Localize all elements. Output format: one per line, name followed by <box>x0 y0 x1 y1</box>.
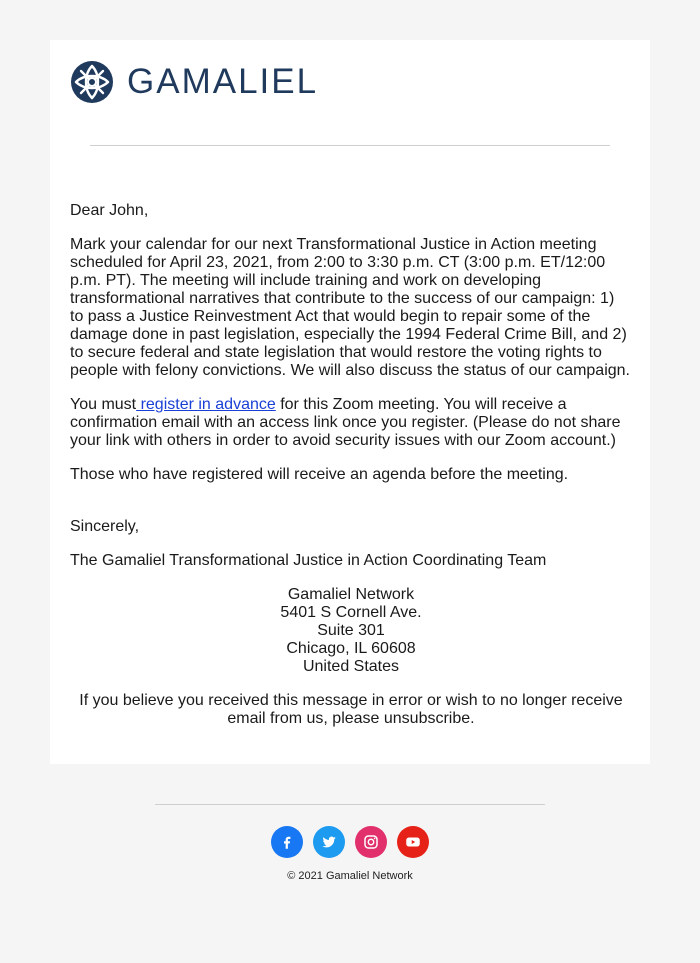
youtube-button[interactable] <box>397 826 429 858</box>
youtube-icon <box>404 833 422 851</box>
paragraph-agenda: Those who have registered will receive an agenda before the meeting. <box>70 466 569 483</box>
twitter-icon <box>320 833 338 851</box>
register-text-after: for this Zoom meeting. You will receive a confirmation email with an access link once you register. (Please do not share your link with others in order to avoid security issues with our Zoom account.) <box>70 396 621 449</box>
register-link[interactable]: register in advance <box>136 396 276 413</box>
facebook-button[interactable] <box>271 826 303 858</box>
footer-divider <box>155 804 545 805</box>
address-country: United States <box>302 658 400 675</box>
gamaliel-emblem-icon <box>70 60 114 104</box>
facebook-icon <box>278 833 296 851</box>
email-card <box>50 40 650 764</box>
greeting: Dear John, <box>70 202 149 219</box>
instagram-button[interactable] <box>355 826 387 858</box>
copyright-text: © 2021 Gamaliel Network <box>287 870 413 882</box>
signature: The Gamaliel Transformational Justice in Action Coordinating Team <box>70 552 547 569</box>
address-city: Chicago, IL 60608 <box>286 640 416 657</box>
address-street: 5401 S Cornell Ave. <box>280 604 422 621</box>
mailing-address <box>70 586 632 676</box>
closing: Sincerely, <box>70 518 140 535</box>
address-org: Gamaliel Network <box>287 586 415 603</box>
brand-name: GAMALIEL <box>127 62 319 101</box>
register-text-before: You must <box>70 396 137 413</box>
twitter-button[interactable] <box>313 826 345 858</box>
paragraph-register <box>70 396 632 450</box>
address-suite: Suite 301 <box>317 622 385 639</box>
header-divider <box>90 145 610 146</box>
message-body <box>70 200 632 728</box>
gamaliel-logo[interactable] <box>70 58 318 106</box>
instagram-icon <box>362 833 380 851</box>
social-links <box>0 826 700 858</box>
unsubscribe-notice[interactable]: If you believe you received this message in error or wish to no longer receive email from us, please unsubscribe. <box>79 692 623 727</box>
paragraph-meeting: Mark your calendar for our next Transformational Justice in Action meeting scheduled for April 23, 2021, from 2:00 to 3:30 p.m. CT (3:00 p.m. ET/12:00 p.m. PT). The meeting will include training and work on developing transformational narratives that contribute to the success of our campaign: 1) to pass a Justice Reinvestment Act that would begin to repair some of the damage done in past legislation, especially the 1994 Federal Crime Bill, and 2) to secure federal and state legislation that would restore the voting rights to people with felony convictions. We will also discuss the status of our campaign. <box>70 236 630 379</box>
